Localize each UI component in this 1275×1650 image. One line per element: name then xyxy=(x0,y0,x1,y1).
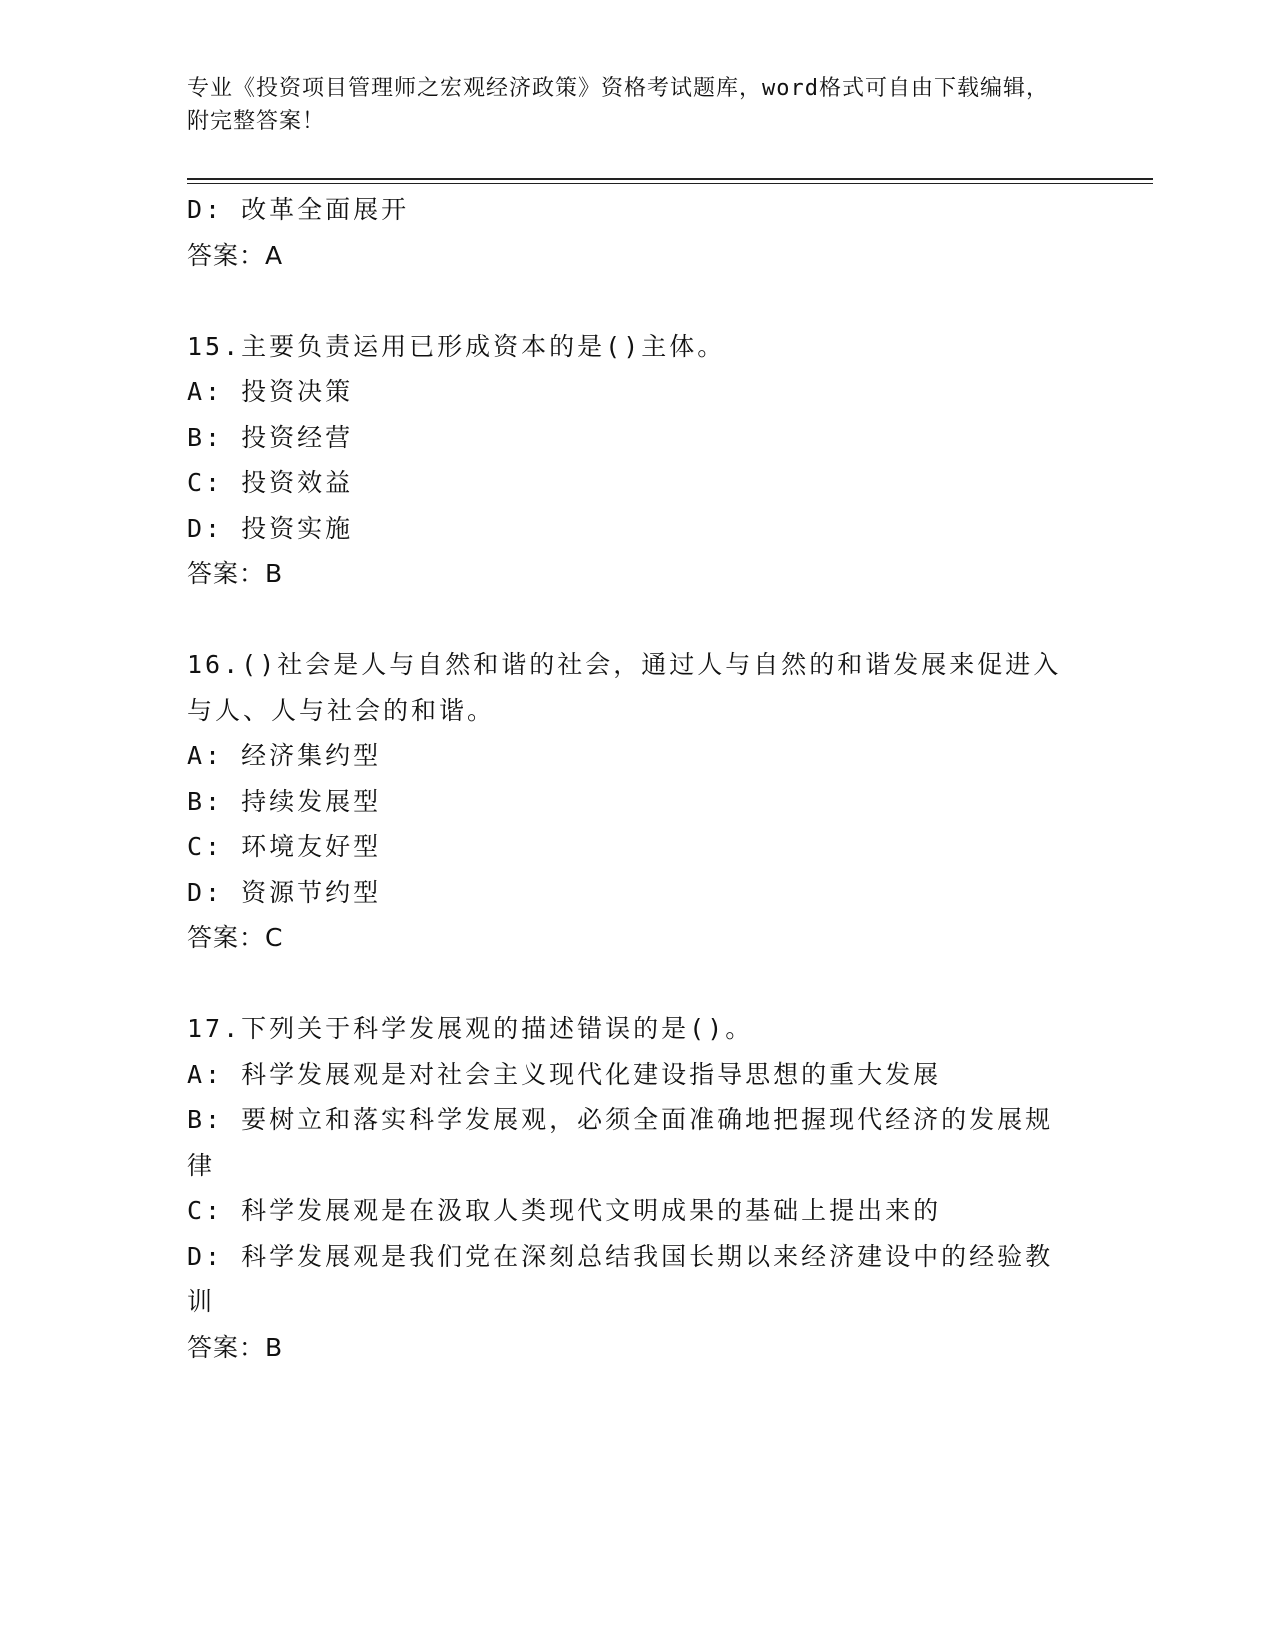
option-a: A: 投资决策 xyxy=(187,377,354,406)
carryover-option-d: D: 改革全面展开 xyxy=(187,195,410,224)
question-17 xyxy=(187,1006,1087,1370)
question-spacer xyxy=(187,961,1087,1007)
option-c: C: 环境友好型 xyxy=(187,832,382,861)
option-d: D: 投资实施 xyxy=(187,513,354,543)
option-b: B: 投资经营 xyxy=(187,422,354,452)
question-15 xyxy=(187,324,1087,597)
carryover-answer: 答案：A xyxy=(187,240,284,270)
question-stem: 15.主要负责运用已形成资本的是()主体。 xyxy=(187,331,726,361)
question-16 xyxy=(187,642,1087,961)
option-c: C: 科学发展观是在汲取人类现代文明成果的基础上提出来的 xyxy=(187,1196,942,1225)
question-spacer xyxy=(187,278,1087,324)
question-stem: 17.下列关于科学发展观的描述错误的是()。 xyxy=(187,1014,754,1043)
question-list xyxy=(187,187,1087,1370)
option-c: C: 投资效益 xyxy=(187,468,354,497)
header-rule-thick xyxy=(187,178,1153,180)
option-a: A: 科学发展观是对社会主义现代化建设指导思想的重大发展 xyxy=(187,1059,942,1089)
question-spacer xyxy=(187,597,1087,643)
option-b: B: 持续发展型 xyxy=(187,786,382,816)
page-header: 专业《投资项目管理师之宏观经济政策》资格考试题库，word格式可自由下载编辑，附完整答案！ xyxy=(187,76,1049,134)
answer-line: 答案：B xyxy=(187,1332,284,1362)
question-stem: 16.()社会是人与自然和谐的社会，通过人与自然的和谐发展来促进入与人、人与社会的和谐。 xyxy=(187,650,1062,725)
answer-line: 答案：B xyxy=(187,559,284,588)
answer-line: 答案：C xyxy=(187,923,284,952)
option-d: D: 资源节约型 xyxy=(187,877,382,907)
header-rule-thin xyxy=(187,183,1153,184)
option-d: D: 科学发展观是我们党在深刻总结我国长期以来经济建设中的经验教训 xyxy=(187,1241,1054,1316)
option-a: A: 经济集约型 xyxy=(187,741,382,770)
option-b: B: 要树立和落实科学发展观，必须全面准确地把握现代经济的发展规律 xyxy=(187,1105,1054,1180)
